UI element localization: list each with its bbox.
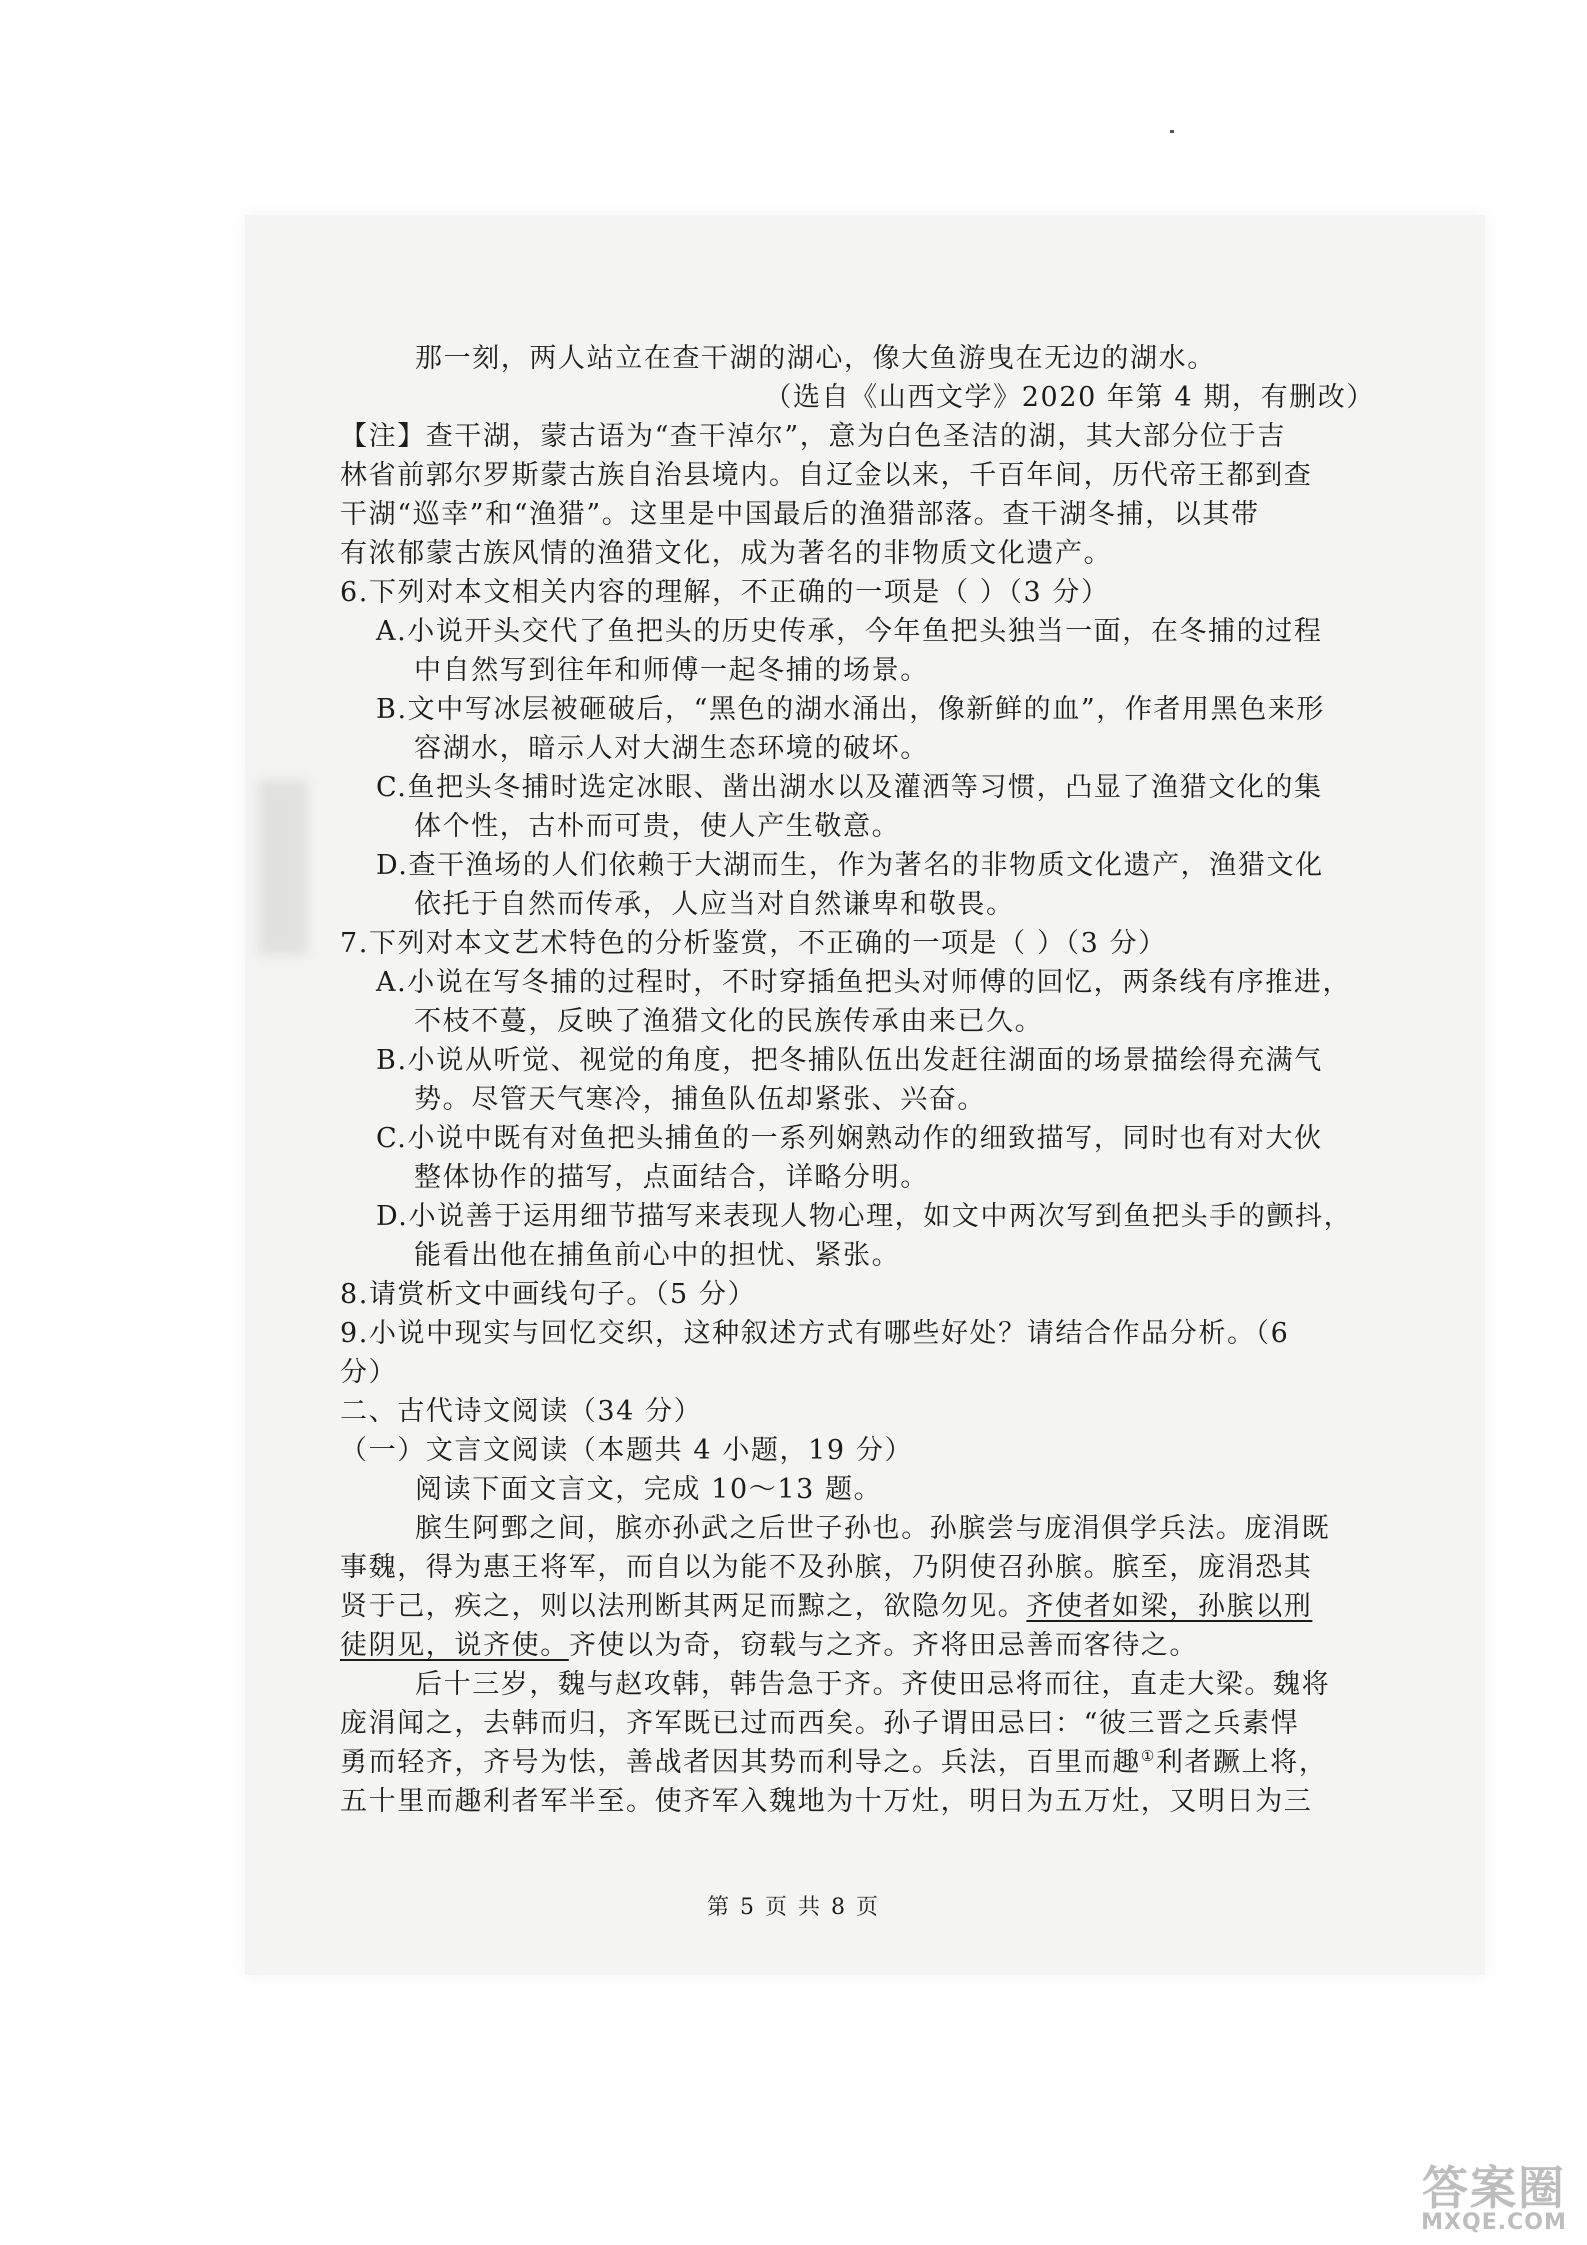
text-segment: 齐使以为奇，窃载与之齐。齐将田忌善而客待之。 [568,1630,1199,1661]
q7-option-b-cont: 势。尽管天气寒冷，捕鱼队伍却紧张、兴奋。 [414,1084,986,1115]
q7-option-a-cont: 不枝不蔓，反映了渔猎文化的民族传承由来已久。 [414,1006,1044,1037]
classical-text-line [340,1632,1385,1671]
note-line: 干湖“巡幸”和“渔猎”。这里是中国最后的渔猎部落。查干湖冬捕，以其带 [340,499,1260,530]
classical-text-line [340,1749,1385,1788]
classical-text-line: 后十三岁，魏与赵攻韩，韩告急于齐。齐使田忌将而往，直走大梁。魏将 [415,1669,1331,1700]
question-9-cont: 分） [340,1357,398,1388]
note-line: 有浓郁蒙古族风情的渔猎文化，成为著名的非物质文化遗产。 [340,538,1113,569]
scan-smudge [258,780,308,955]
subsection-heading: （一）文言文阅读（本题共 4 小题，19 分） [340,1435,914,1466]
classical-text-line: 膑生阿鄄之间，膑亦孙武之后世子孙也。孙膑尝与庞涓俱学兵法。庞涓既 [415,1513,1331,1544]
classical-text-line [340,1593,1385,1632]
question-6: 6.下列对本文相关内容的理解，不正确的一项是（ ）（3 分） [340,577,1110,608]
section-heading: 二、古代诗文阅读（34 分） [340,1396,703,1427]
classical-text-line: 事魏，得为惠王将军，而自以为能不及孙膑，乃阴使召孙膑。膑至，庞涓恐其 [340,1552,1313,1583]
q7-option-d-cont: 能看出他在捕鱼前心中的担忧、紧张。 [414,1240,901,1271]
q7-option-c-cont: 整体协作的描写，点面结合，详略分明。 [414,1162,929,1193]
page-footer: 第 5 页 共 8 页 [707,1895,880,1920]
q7-option-a: A.小说在写冬捕的过程时，不时穿插鱼把头对师傅的回忆，两条线有序推进， [376,967,1352,998]
q6-option-c-cont: 体个性，古朴而可贵，使人产生敬意。 [414,811,901,842]
watermark-url: MXQE.COM [1421,2209,1567,2235]
q7-option-c: C.小说中既有对鱼把头捕鱼的一系列娴熟动作的细致描写，同时也有对大伙 [376,1123,1323,1154]
watermark [1419,2160,1569,2235]
watermark-logo: 答案圈 [1422,2160,1566,2215]
source-citation: （选自《山西文学》2020 年第 4 期，有删改） [764,382,1375,413]
question-7: 7.下列对本文艺术特色的分析鉴赏，不正确的一项是（ ）（3 分） [340,928,1167,959]
underlined-sentence: 徒阴见，说齐使。 [340,1630,569,1661]
reading-instruction: 阅读下面文言文，完成 10～13 题。 [415,1474,883,1505]
q6-option-a: A.小说开头交代了鱼把头的历史传承，今年鱼把头独当一面，在冬捕的过程 [376,616,1323,647]
question-8: 8.请赏析文中画线句子。（5 分） [340,1279,757,1310]
q6-option-a-cont: 中自然写到往年和师傅一起冬捕的场景。 [414,655,929,686]
footnote-marker: ① [1140,1747,1156,1765]
note-line: 林省前郭尔罗斯蒙古族自治县境内。自辽金以来，千百年间，历代帝王都到查 [340,460,1313,491]
question-9: 9.小说中现实与回忆交织，这种叙述方式有哪些好处？请结合作品分析。（6 [340,1318,1290,1349]
q6-option-b: B.文中写冰层被砸破后，“黑色的湖水涌出，像新鲜的血”，作者用黑色来形 [376,694,1326,725]
page-content [340,345,1385,1827]
text-segment: 利者蹶上将， [1155,1747,1328,1778]
classical-text-line: 庞涓闻之，去韩而归，齐军既已过而西矣。孙子谓田忌曰：“彼三晋之兵素悍 [340,1708,1300,1739]
stray-dot [1170,130,1174,133]
q6-option-d: D.查干渔场的人们依赖于大湖而生，作为著名的非物质文化遗产，渔猎文化 [376,850,1324,881]
q7-option-b: B.小说从听觉、视觉的角度，把冬捕队伍出发赶往湖面的场景描绘得充满气 [376,1045,1323,1076]
story-closing-line: 那一刻，两人站立在查干湖的湖心，像大鱼游曳在无边的湖水。 [415,343,1216,374]
q6-option-b-cont: 容湖水，暗示人对大湖生态环境的破坏。 [414,733,929,764]
q6-option-c: C.鱼把头冬捕时选定冰眼、凿出湖水以及灌洒等习惯，凸显了渔猎文化的集 [376,772,1323,803]
q6-option-d-cont: 依托于自然而传承，人应当对自然谦卑和敬畏。 [414,889,1015,920]
note-line: 【注】查干湖，蒙古语为“查干淖尔”，意为白色圣洁的湖，其大部分位于吉 [340,421,1287,452]
q7-option-d: D.小说善于运用细节描写来表现人物心理，如文中两次写到鱼把头手的颤抖， [376,1201,1353,1232]
text-segment: 勇而轻齐，齐号为怯，善战者因其势而利导之。兵法，百里而趣 [340,1747,1141,1778]
classical-text-line: 五十里而趣利者军半至。使齐军入魏地为十万灶，明日为五万灶，又明日为三 [340,1786,1313,1817]
text-segment: 贤于己，疾之，则以法刑断其两足而黥之，欲隐勿见。 [340,1591,1027,1622]
underlined-sentence: 齐使者如梁，孙膑以刑 [1026,1591,1313,1622]
